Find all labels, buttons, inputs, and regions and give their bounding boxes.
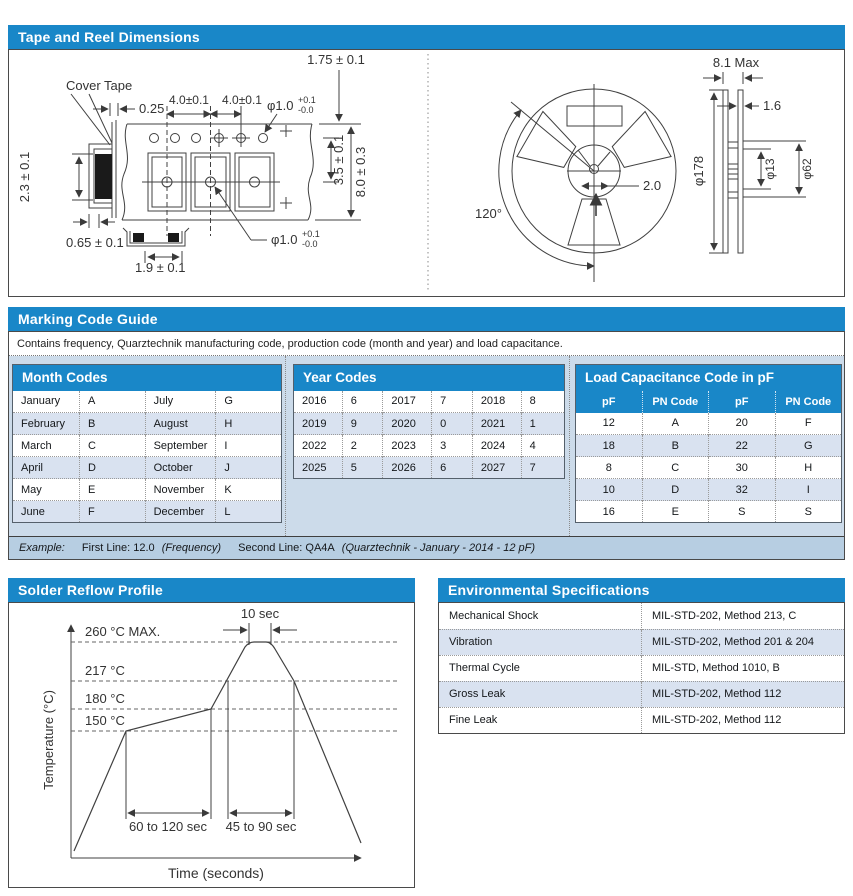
- table-cell: December: [145, 501, 216, 523]
- reel-dia-outer: φ178: [691, 155, 706, 187]
- table-cell: August: [145, 413, 216, 435]
- table-cell: D: [80, 457, 146, 479]
- reel-side-view: [703, 72, 806, 253]
- table-cell: May: [13, 479, 80, 501]
- table-row: [439, 629, 844, 655]
- table-cell: 18: [576, 435, 643, 457]
- table-cell: K: [216, 479, 282, 501]
- table-cell: 20: [709, 413, 776, 435]
- table-cell: 7: [432, 391, 473, 413]
- column-header: pF: [576, 391, 643, 413]
- table-cell: September: [145, 435, 216, 457]
- hole-tol-plus-bottom: +0.1: [302, 229, 320, 239]
- table-row: [294, 435, 565, 457]
- peak-duration-label: 10 sec: [240, 606, 280, 621]
- ref-150-label: 150 °C: [85, 713, 125, 728]
- table-cell: MIL-STD, Method 1010, B: [642, 655, 845, 681]
- table-cell: 0: [432, 413, 473, 435]
- table-cell: 2020: [383, 413, 432, 435]
- table-cell: October: [145, 457, 216, 479]
- dim-edge-to-hole: 1.75 ± 0.1: [307, 52, 365, 67]
- hole-dia-bottom: φ1.0: [271, 232, 298, 247]
- table-cell: April: [13, 457, 80, 479]
- table-cell: 10: [576, 479, 643, 501]
- table-cell: 2016: [294, 391, 343, 413]
- table-row: [439, 707, 844, 733]
- table-row: [439, 655, 844, 681]
- ref-217-label: 217 °C: [85, 663, 125, 678]
- table-cell: 22: [709, 435, 776, 457]
- table-cell: 2017: [383, 391, 432, 413]
- table-cell: 2023: [383, 435, 432, 457]
- table-row: [576, 457, 842, 479]
- table-cell: July: [145, 391, 216, 413]
- env-specs-body: [438, 602, 845, 734]
- reel-width-max: 8.1 Max: [712, 55, 760, 70]
- table-row: [13, 413, 282, 435]
- example-second-line: Second Line: QA4A: [238, 542, 335, 554]
- table-row: [576, 435, 842, 457]
- table-cell: I: [775, 479, 842, 501]
- ref-260-label: 260 °C MAX.: [85, 624, 161, 639]
- table-row: [439, 603, 844, 629]
- table-cell: 2026: [383, 457, 432, 479]
- table-divider: [569, 356, 570, 536]
- table-cell: C: [642, 457, 709, 479]
- reel-dia-hub-flange: φ62: [800, 158, 814, 180]
- table-cell: H: [775, 457, 842, 479]
- section-title: Marking Code Guide: [8, 307, 845, 331]
- table-row: [294, 391, 565, 413]
- y-axis-label: Temperature (°C): [41, 690, 56, 790]
- ref-180-label: 180 °C: [85, 691, 125, 706]
- env-specs-table: [439, 603, 844, 733]
- table-cell: 32: [709, 479, 776, 501]
- table-cell: B: [80, 413, 146, 435]
- table-row: [13, 435, 282, 457]
- example-second-note: (Quarztechnik - January - 2014 - 12 pF): [341, 542, 535, 554]
- table-row: [439, 681, 844, 707]
- x-axis-label: Time (seconds): [168, 865, 264, 881]
- table-cell: Mechanical Shock: [439, 603, 642, 629]
- table-title: Month Codes: [13, 365, 282, 391]
- table-cell: G: [775, 435, 842, 457]
- table-cell: Gross Leak: [439, 681, 642, 707]
- tape-reel-diagram: [9, 50, 844, 296]
- table-row: [294, 457, 565, 479]
- column-header: PN Code: [775, 391, 842, 413]
- marking-description: Contains frequency, Quarztechnik manufacturing code, production code (month and year) and load capacitance.: [9, 332, 844, 356]
- table-row: [576, 501, 842, 523]
- table-row: [13, 479, 282, 501]
- table-cell: 30: [709, 457, 776, 479]
- reel-flange-thickness: 1.6: [763, 98, 782, 113]
- table-cell: MIL-STD-202, Method 201 & 204: [642, 629, 845, 655]
- marking-body: [8, 331, 845, 560]
- table-cell: S: [775, 501, 842, 523]
- table-divider: [285, 356, 286, 536]
- table-cell: March: [13, 435, 80, 457]
- pocket-section-view: [123, 228, 189, 263]
- table-cell: 2018: [472, 391, 521, 413]
- table-cell: 12: [576, 413, 643, 435]
- tape-side-view: [71, 94, 135, 228]
- table-cell: J: [216, 457, 282, 479]
- table-cell: B: [642, 435, 709, 457]
- table-cell: Thermal Cycle: [439, 655, 642, 681]
- table-cell: F: [80, 501, 146, 523]
- table-cell: June: [13, 501, 80, 523]
- section-marking-code: [8, 307, 845, 560]
- table-cell: Vibration: [439, 629, 642, 655]
- table-cell: H: [216, 413, 282, 435]
- table-title: Year Codes: [294, 365, 565, 391]
- table-cell: 7: [521, 457, 564, 479]
- table-cell: L: [216, 501, 282, 523]
- table-row: [294, 413, 565, 435]
- table-row: [13, 457, 282, 479]
- hole-dia-top: φ1.0: [267, 98, 294, 113]
- month-codes-table: [12, 364, 282, 523]
- table-cell: MIL-STD-202, Method 112: [642, 707, 845, 733]
- reflow-duration-label: 45 to 90 sec: [225, 819, 297, 834]
- soak-duration-label: 60 to 120 sec: [128, 819, 208, 834]
- table-cell: A: [642, 413, 709, 435]
- dim-pitch-a: 4.0±0.1: [169, 93, 209, 107]
- table-cell: G: [216, 391, 282, 413]
- table-title: Load Capacitance Code in pF: [576, 365, 842, 391]
- example-first-note: (Frequency): [161, 542, 222, 554]
- dim-pocket-depth: 2.3 ± 0.1: [17, 151, 32, 203]
- reel-slot-width: 2.0: [643, 178, 662, 193]
- dim-cover-thickness: 0.25: [139, 101, 165, 116]
- table-cell: 2022: [294, 435, 343, 457]
- table-cell: 9: [342, 413, 383, 435]
- table-cell: February: [13, 413, 80, 435]
- reflow-chart-area: [8, 602, 415, 888]
- column-header: PN Code: [642, 391, 709, 413]
- section-env-specs: [438, 578, 845, 734]
- table-cell: E: [80, 479, 146, 501]
- table-cell: S: [709, 501, 776, 523]
- table-cell: 2: [342, 435, 383, 457]
- section-tape-reel: [8, 25, 845, 297]
- table-cell: MIL-STD-202, Method 112: [642, 681, 845, 707]
- table-cell: 6: [432, 457, 473, 479]
- tape-reel-drawing-area: [8, 49, 845, 297]
- hole-tol-minus-top: -0.0: [298, 105, 314, 115]
- marking-tables-panel: [9, 356, 844, 536]
- year-codes-table: [293, 364, 565, 479]
- example-label: Example:: [19, 542, 65, 554]
- table-cell: 1: [521, 413, 564, 435]
- load-capacitance-table: [575, 364, 842, 523]
- table-cell: 2021: [472, 413, 521, 435]
- table-cell: Fine Leak: [439, 707, 642, 733]
- table-cell: January: [13, 391, 80, 413]
- hole-tol-plus-top: +0.1: [298, 95, 316, 105]
- table-row: [576, 413, 842, 435]
- table-cell: 3: [432, 435, 473, 457]
- table-cell: C: [80, 435, 146, 457]
- table-cell: MIL-STD-202, Method 213, C: [642, 603, 845, 629]
- dim-hole-to-pocket: 3.5 ± 0.1: [331, 134, 346, 186]
- table-cell: 2027: [472, 457, 521, 479]
- example-first-line: First Line: 12.0: [81, 542, 155, 554]
- table-cell: F: [775, 413, 842, 435]
- reel-spoke-angle: 120°: [475, 206, 502, 221]
- table-cell: 16: [576, 501, 643, 523]
- table-cell: 8: [576, 457, 643, 479]
- dim-carrier-thickness: 0.65 ± 0.1: [66, 235, 124, 250]
- section-title: Environmental Specifications: [438, 578, 845, 602]
- table-cell: November: [145, 479, 216, 501]
- section-reflow-profile: [8, 578, 415, 888]
- table-cell: E: [642, 501, 709, 523]
- table-cell: I: [216, 435, 282, 457]
- table-row: [13, 501, 282, 523]
- dim-tape-width: 8.0 ± 0.3: [353, 146, 368, 198]
- column-header: pF: [709, 391, 776, 413]
- table-cell: A: [80, 391, 146, 413]
- table-cell: 8: [521, 391, 564, 413]
- marking-example: [9, 536, 844, 559]
- table-row: [13, 391, 282, 413]
- cover-tape-label: Cover Tape: [66, 78, 133, 93]
- table-row: [576, 479, 842, 501]
- reflow-chart: [9, 603, 414, 887]
- section-title: Solder Reflow Profile: [8, 578, 415, 602]
- table-cell: 2019: [294, 413, 343, 435]
- hole-tol-minus-bottom: -0.0: [302, 239, 318, 249]
- table-cell: 4: [521, 435, 564, 457]
- table-cell: 2024: [472, 435, 521, 457]
- table-cell: D: [642, 479, 709, 501]
- dim-pocket-width: 1.9 ± 0.1: [135, 260, 186, 275]
- section-title: Tape and Reel Dimensions: [8, 25, 845, 49]
- reel-dia-hub-bore: φ13: [763, 158, 777, 180]
- table-cell: 6: [342, 391, 383, 413]
- table-cell: 5: [342, 457, 383, 479]
- table-cell: 2025: [294, 457, 343, 479]
- dim-pitch-b: 4.0±0.1: [222, 93, 262, 107]
